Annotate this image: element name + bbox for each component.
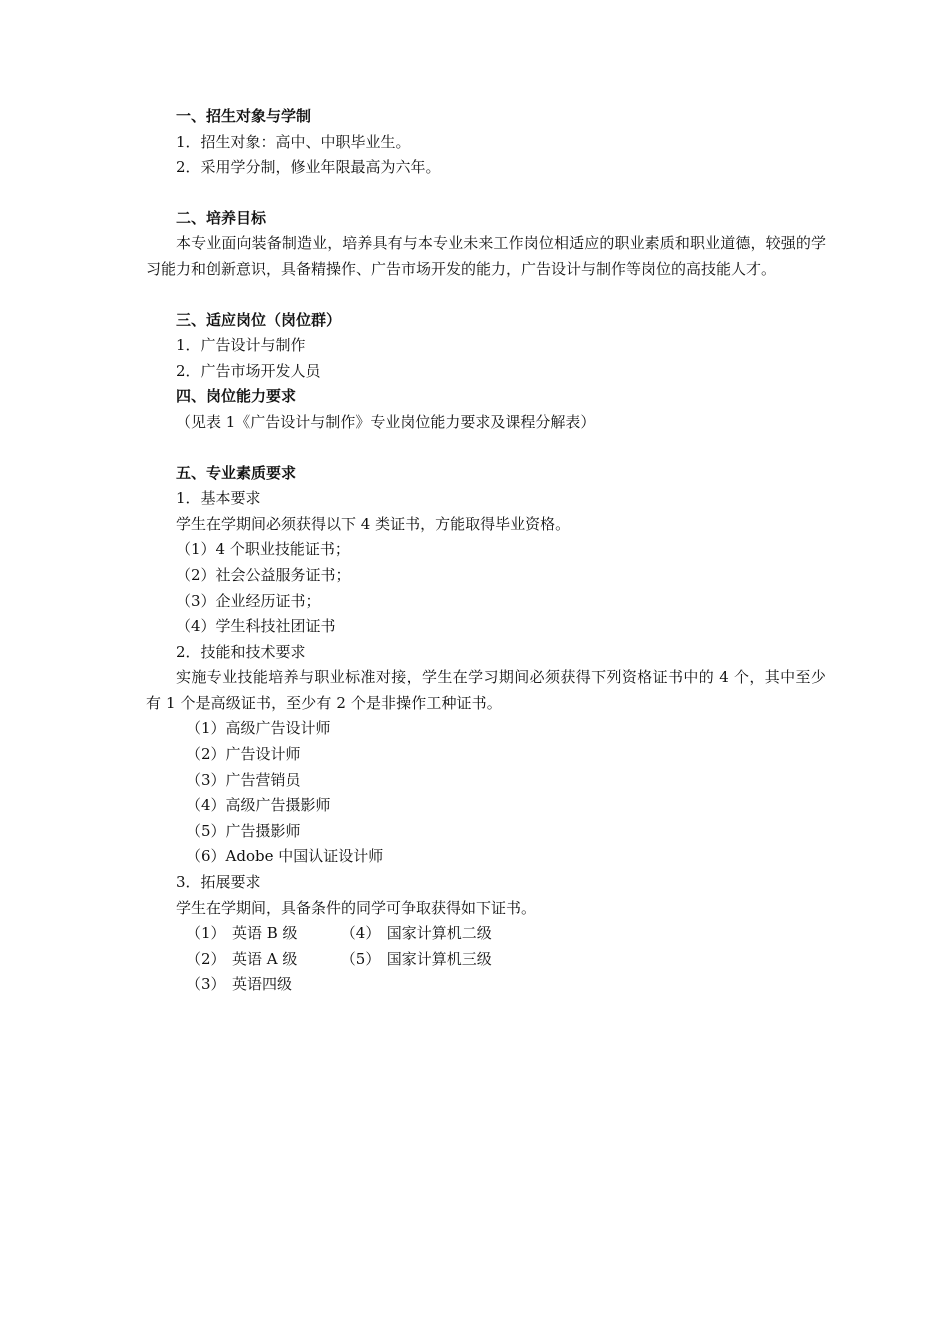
extension-requirements-intro: 学生在学期间，具备条件的同学可争取获得如下证书。	[176, 898, 537, 917]
extension-number: （1）	[186, 924, 226, 943]
extension-label: 国家计算机二级	[386, 924, 492, 943]
position-item-1: 1．广告设计与制作	[176, 336, 306, 355]
basic-requirement-item: （2）社会公益服务证书；	[176, 565, 351, 584]
certificate-item: （3）广告营销员	[186, 770, 301, 789]
basic-requirements-intro: 学生在学期间必须获得以下 4 类证书，方能取得毕业资格。	[176, 514, 571, 533]
section-heading-positions: 三、适应岗位（岗位群）	[176, 310, 342, 329]
certificate-item: （6）Adobe 中国认证设计师	[186, 847, 384, 866]
certificate-item: （4）高级广告摄影师	[186, 796, 331, 815]
extension-row	[146, 921, 826, 947]
spacer	[146, 436, 826, 461]
basic-requirement-item: （1）4 个职业技能证书；	[176, 540, 350, 559]
section-heading-abilities: 四、岗位能力要求	[176, 387, 297, 406]
extension-number: （3）	[186, 975, 226, 994]
extension-requirements-title: 3．拓展要求	[176, 873, 261, 892]
enrollment-item-1: 1．招生对象：高中、中职毕业生。	[176, 132, 411, 151]
spacer	[146, 181, 826, 206]
goals-paragraph: 本专业面向装备制造业，培养具有与本专业未来工作岗位相适应的职业素质和职业道德，较强的学习能力和创新意识，具备精操作、广告市场开发的能力，广告设计与制作等岗位的高技能人才。	[146, 234, 826, 278]
extension-cell	[341, 947, 491, 973]
extension-label: 国家计算机三级	[386, 949, 492, 968]
spacer	[146, 283, 826, 308]
extension-number: （2）	[186, 949, 226, 968]
enrollment-item-2: 2．采用学分制，修业年限最高为六年。	[176, 158, 441, 177]
skills-requirements-title: 2．技能和技术要求	[176, 642, 306, 661]
extension-row	[146, 972, 826, 998]
section-heading-enrollment: 一、招生对象与学制	[176, 107, 312, 125]
extension-cell	[186, 972, 336, 998]
extension-cell	[186, 947, 336, 973]
basic-requirements-title: 1．基本要求	[176, 489, 261, 508]
certificate-item: （5）广告摄影师	[186, 821, 301, 840]
certificate-item: （1）高级广告设计师	[186, 719, 331, 738]
abilities-note: （见表 1《广告设计与制作》专业岗位能力要求及课程分解表）	[176, 412, 596, 431]
extension-label: 英语 B 级	[232, 924, 298, 943]
section-heading-quality: 五、专业素质要求	[176, 463, 297, 482]
extension-cell	[341, 921, 491, 947]
skills-requirements-paragraph: 实施专业技能培养与职业标准对接，学生在学习期间必须获得下列资格证书中的 4 个，其中至少有 1 个是高级证书，至少有 2 个是非操作工种证书。	[146, 668, 826, 712]
extension-label: 英语四级	[232, 975, 293, 994]
extension-label: 英语 A 级	[232, 949, 298, 968]
basic-requirement-item: （3）企业经历证书；	[176, 591, 321, 610]
basic-requirement-item: （4）学生科技社团证书	[176, 617, 336, 636]
extension-number: （5）	[340, 949, 381, 968]
extension-row	[146, 947, 826, 973]
document-body	[146, 104, 826, 998]
section-heading-goals: 二、培养目标	[176, 208, 267, 227]
extension-number: （4）	[340, 924, 381, 943]
position-item-2: 2．广告市场开发人员	[176, 361, 321, 380]
extension-cell	[186, 921, 336, 947]
certificate-item: （2）广告设计师	[186, 745, 301, 764]
